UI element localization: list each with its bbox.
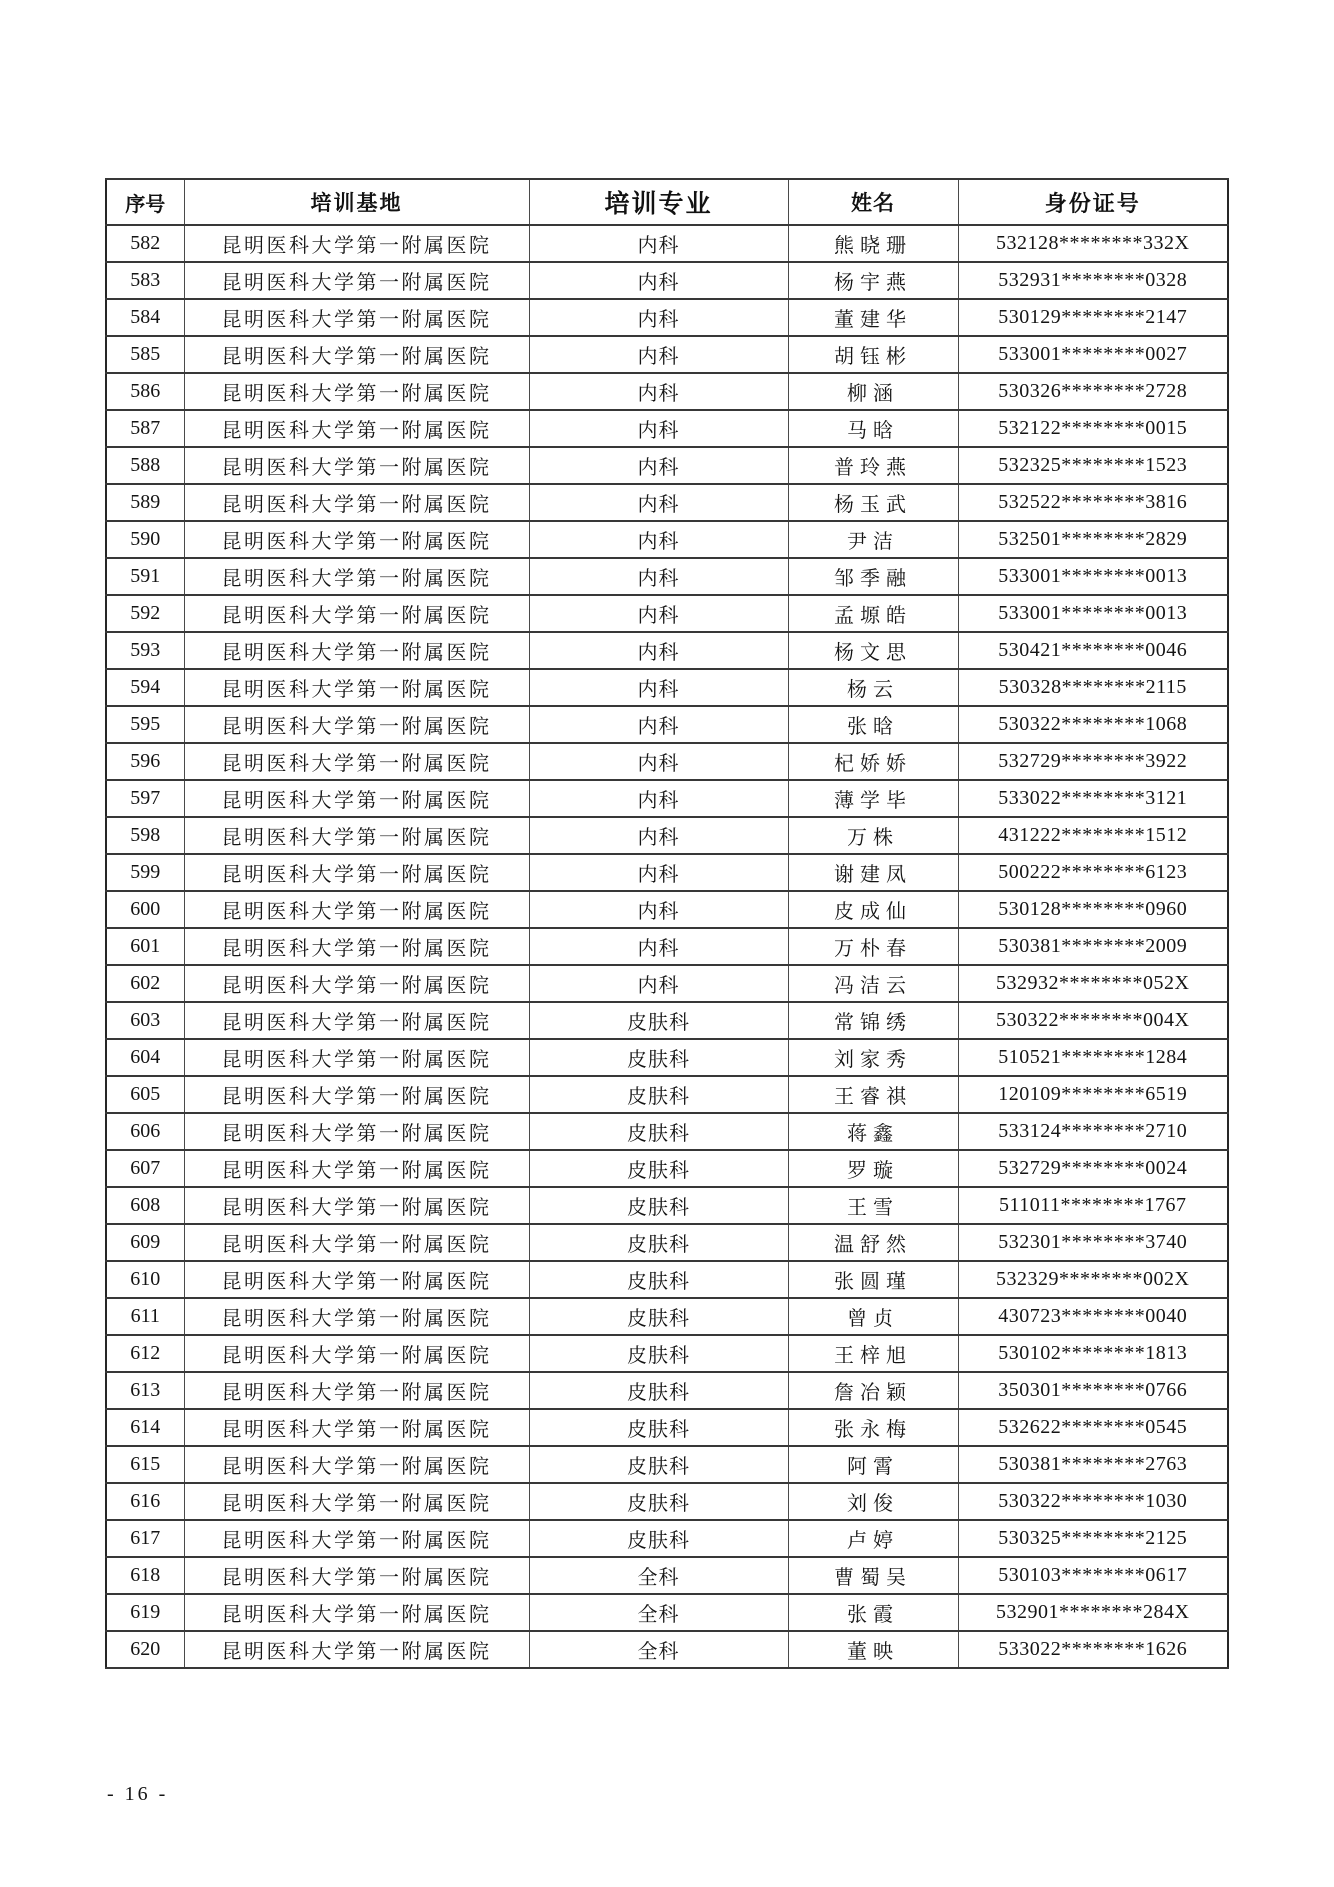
table-row (106, 1298, 1228, 1335)
table-row (106, 558, 1228, 595)
cell-specialty: 内科 (529, 447, 788, 484)
cell-name: 蒋鑫 (788, 1113, 958, 1150)
cell-id: 431222********1512 (958, 817, 1228, 854)
table-row (106, 225, 1228, 262)
cell-base: 昆明医科大学第一附属医院 (184, 1261, 529, 1298)
cell-name: 熊晓珊 (788, 225, 958, 262)
cell-seq: 605 (106, 1076, 184, 1113)
table-row (106, 1631, 1228, 1668)
cell-specialty: 全科 (529, 1594, 788, 1631)
cell-base: 昆明医科大学第一附属医院 (184, 1002, 529, 1039)
cell-seq: 589 (106, 484, 184, 521)
table-row (106, 1520, 1228, 1557)
cell-base: 昆明医科大学第一附属医院 (184, 299, 529, 336)
table-row (106, 1150, 1228, 1187)
table-row (106, 669, 1228, 706)
cell-specialty: 皮肤科 (529, 1409, 788, 1446)
cell-seq: 607 (106, 1150, 184, 1187)
table-row (106, 595, 1228, 632)
cell-id: 530421********0046 (958, 632, 1228, 669)
cell-name: 张霞 (788, 1594, 958, 1631)
cell-seq: 601 (106, 928, 184, 965)
cell-base: 昆明医科大学第一附属医院 (184, 632, 529, 669)
cell-seq: 608 (106, 1187, 184, 1224)
cell-id: 532128********332X (958, 225, 1228, 262)
cell-base: 昆明医科大学第一附属医院 (184, 595, 529, 632)
cell-base: 昆明医科大学第一附属医院 (184, 1409, 529, 1446)
table-row (106, 1113, 1228, 1150)
cell-seq: 597 (106, 780, 184, 817)
cell-specialty: 内科 (529, 262, 788, 299)
cell-name: 刘家秀 (788, 1039, 958, 1076)
cell-specialty: 内科 (529, 928, 788, 965)
cell-name: 柳涵 (788, 373, 958, 410)
cell-specialty: 内科 (529, 595, 788, 632)
cell-id: 530322********004X (958, 1002, 1228, 1039)
cell-base: 昆明医科大学第一附属医院 (184, 1298, 529, 1335)
cell-specialty: 内科 (529, 965, 788, 1002)
cell-seq: 611 (106, 1298, 184, 1335)
cell-id: 500222********6123 (958, 854, 1228, 891)
cell-id: 530102********1813 (958, 1335, 1228, 1372)
cell-id: 530381********2763 (958, 1446, 1228, 1483)
cell-base: 昆明医科大学第一附属医院 (184, 262, 529, 299)
cell-name: 邹季融 (788, 558, 958, 595)
cell-name: 董建华 (788, 299, 958, 336)
column-header-base: 培训基地 (184, 179, 529, 225)
cell-base: 昆明医科大学第一附属医院 (184, 1520, 529, 1557)
cell-id: 350301********0766 (958, 1372, 1228, 1409)
cell-id: 532932********052X (958, 965, 1228, 1002)
cell-base: 昆明医科大学第一附属医院 (184, 706, 529, 743)
cell-base: 昆明医科大学第一附属医院 (184, 1446, 529, 1483)
cell-seq: 596 (106, 743, 184, 780)
cell-specialty: 皮肤科 (529, 1002, 788, 1039)
cell-seq: 617 (106, 1520, 184, 1557)
cell-name: 杨云 (788, 669, 958, 706)
cell-id: 530328********2115 (958, 669, 1228, 706)
cell-base: 昆明医科大学第一附属医院 (184, 1150, 529, 1187)
cell-id: 533022********1626 (958, 1631, 1228, 1668)
cell-id: 530325********2125 (958, 1520, 1228, 1557)
cell-seq: 604 (106, 1039, 184, 1076)
cell-base: 昆明医科大学第一附属医院 (184, 1335, 529, 1372)
table-row (106, 1483, 1228, 1520)
cell-specialty: 内科 (529, 558, 788, 595)
cell-name: 薄学毕 (788, 780, 958, 817)
cell-seq: 582 (106, 225, 184, 262)
table-row (106, 1446, 1228, 1483)
table-row (106, 410, 1228, 447)
column-header-name: 姓名 (788, 179, 958, 225)
cell-name: 冯洁云 (788, 965, 958, 1002)
cell-specialty: 内科 (529, 373, 788, 410)
cell-base: 昆明医科大学第一附属医院 (184, 1557, 529, 1594)
cell-id: 530326********2728 (958, 373, 1228, 410)
cell-specialty: 皮肤科 (529, 1039, 788, 1076)
cell-seq: 618 (106, 1557, 184, 1594)
cell-specialty: 皮肤科 (529, 1372, 788, 1409)
cell-name: 温舒然 (788, 1224, 958, 1261)
cell-id: 530103********0617 (958, 1557, 1228, 1594)
cell-id: 532501********2829 (958, 521, 1228, 558)
cell-name: 曾贞 (788, 1298, 958, 1335)
table-row (106, 262, 1228, 299)
cell-name: 万株 (788, 817, 958, 854)
cell-name: 马晗 (788, 410, 958, 447)
table-row (106, 1076, 1228, 1113)
table-row (106, 447, 1228, 484)
cell-specialty: 皮肤科 (529, 1187, 788, 1224)
cell-id: 510521********1284 (958, 1039, 1228, 1076)
cell-name: 尹洁 (788, 521, 958, 558)
cell-seq: 610 (106, 1261, 184, 1298)
cell-id: 533001********0027 (958, 336, 1228, 373)
table-row (106, 373, 1228, 410)
cell-base: 昆明医科大学第一附属医院 (184, 1224, 529, 1261)
cell-id: 532729********3922 (958, 743, 1228, 780)
column-header-seq: 序号 (106, 179, 184, 225)
cell-seq: 584 (106, 299, 184, 336)
cell-name: 胡钰彬 (788, 336, 958, 373)
cell-seq: 587 (106, 410, 184, 447)
table-row (106, 299, 1228, 336)
table-header-row (106, 179, 1228, 225)
cell-base: 昆明医科大学第一附属医院 (184, 336, 529, 373)
cell-name: 普玲燕 (788, 447, 958, 484)
cell-specialty: 全科 (529, 1631, 788, 1668)
cell-base: 昆明医科大学第一附属医院 (184, 558, 529, 595)
cell-seq: 586 (106, 373, 184, 410)
cell-seq: 613 (106, 1372, 184, 1409)
cell-specialty: 全科 (529, 1557, 788, 1594)
cell-id: 532329********002X (958, 1261, 1228, 1298)
cell-name: 董映 (788, 1631, 958, 1668)
cell-seq: 599 (106, 854, 184, 891)
cell-seq: 609 (106, 1224, 184, 1261)
table-row (106, 743, 1228, 780)
cell-id: 532522********3816 (958, 484, 1228, 521)
cell-id: 530322********1030 (958, 1483, 1228, 1520)
cell-specialty: 内科 (529, 669, 788, 706)
cell-specialty: 皮肤科 (529, 1261, 788, 1298)
table-row (106, 706, 1228, 743)
cell-base: 昆明医科大学第一附属医院 (184, 817, 529, 854)
cell-name: 谢建凤 (788, 854, 958, 891)
table-row (106, 1039, 1228, 1076)
cell-name: 曹蜀吴 (788, 1557, 958, 1594)
cell-specialty: 内科 (529, 743, 788, 780)
cell-seq: 615 (106, 1446, 184, 1483)
cell-seq: 603 (106, 1002, 184, 1039)
cell-specialty: 内科 (529, 780, 788, 817)
cell-base: 昆明医科大学第一附属医院 (184, 1076, 529, 1113)
cell-name: 常锦绣 (788, 1002, 958, 1039)
cell-base: 昆明医科大学第一附属医院 (184, 225, 529, 262)
table-row (106, 1261, 1228, 1298)
cell-name: 阿霄 (788, 1446, 958, 1483)
cell-id: 532301********3740 (958, 1224, 1228, 1261)
table-row (106, 780, 1228, 817)
cell-id: 532325********1523 (958, 447, 1228, 484)
table-row (106, 336, 1228, 373)
cell-base: 昆明医科大学第一附属医院 (184, 1187, 529, 1224)
table-row (106, 632, 1228, 669)
cell-id: 530322********1068 (958, 706, 1228, 743)
cell-id: 120109********6519 (958, 1076, 1228, 1113)
table-row (106, 891, 1228, 928)
column-header-specialty: 培训专业 (529, 179, 788, 225)
cell-id: 532931********0328 (958, 262, 1228, 299)
table-header (106, 179, 1228, 225)
cell-seq: 592 (106, 595, 184, 632)
cell-specialty: 皮肤科 (529, 1520, 788, 1557)
cell-id: 532901********284X (958, 1594, 1228, 1631)
cell-specialty: 内科 (529, 817, 788, 854)
cell-base: 昆明医科大学第一附属医院 (184, 891, 529, 928)
cell-specialty: 皮肤科 (529, 1335, 788, 1372)
cell-name: 刘俊 (788, 1483, 958, 1520)
cell-specialty: 内科 (529, 225, 788, 262)
cell-specialty: 内科 (529, 484, 788, 521)
cell-specialty: 内科 (529, 706, 788, 743)
cell-base: 昆明医科大学第一附属医院 (184, 521, 529, 558)
cell-name: 王睿祺 (788, 1076, 958, 1113)
cell-seq: 594 (106, 669, 184, 706)
cell-name: 张晗 (788, 706, 958, 743)
cell-seq: 600 (106, 891, 184, 928)
cell-specialty: 内科 (529, 336, 788, 373)
cell-id: 530381********2009 (958, 928, 1228, 965)
cell-seq: 606 (106, 1113, 184, 1150)
cell-seq: 590 (106, 521, 184, 558)
table-row (106, 484, 1228, 521)
cell-name: 王雪 (788, 1187, 958, 1224)
cell-base: 昆明医科大学第一附属医院 (184, 1113, 529, 1150)
cell-specialty: 皮肤科 (529, 1150, 788, 1187)
cell-base: 昆明医科大学第一附属医院 (184, 1039, 529, 1076)
cell-seq: 593 (106, 632, 184, 669)
cell-seq: 588 (106, 447, 184, 484)
cell-id: 533001********0013 (958, 595, 1228, 632)
table-row (106, 1372, 1228, 1409)
cell-base: 昆明医科大学第一附属医院 (184, 780, 529, 817)
table-row (106, 1594, 1228, 1631)
cell-name: 张圆瑾 (788, 1261, 958, 1298)
table-body (106, 225, 1228, 1668)
cell-base: 昆明医科大学第一附属医院 (184, 1483, 529, 1520)
table-row (106, 1187, 1228, 1224)
table-row (106, 521, 1228, 558)
cell-id: 532622********0545 (958, 1409, 1228, 1446)
cell-name: 罗璇 (788, 1150, 958, 1187)
cell-seq: 616 (106, 1483, 184, 1520)
cell-name: 卢婷 (788, 1520, 958, 1557)
cell-base: 昆明医科大学第一附属医院 (184, 743, 529, 780)
column-header-id: 身份证号 (958, 179, 1228, 225)
cell-id: 533124********2710 (958, 1113, 1228, 1150)
cell-seq: 598 (106, 817, 184, 854)
cell-base: 昆明医科大学第一附属医院 (184, 669, 529, 706)
cell-seq: 620 (106, 1631, 184, 1668)
table-row (106, 965, 1228, 1002)
table-row (106, 1335, 1228, 1372)
cell-base: 昆明医科大学第一附属医院 (184, 1372, 529, 1409)
table-row (106, 1557, 1228, 1594)
cell-base: 昆明医科大学第一附属医院 (184, 373, 529, 410)
cell-specialty: 皮肤科 (529, 1224, 788, 1261)
cell-id: 530129********2147 (958, 299, 1228, 336)
cell-base: 昆明医科大学第一附属医院 (184, 410, 529, 447)
cell-base: 昆明医科大学第一附属医院 (184, 928, 529, 965)
cell-id: 530128********0960 (958, 891, 1228, 928)
cell-name: 杨玉武 (788, 484, 958, 521)
cell-id: 532729********0024 (958, 1150, 1228, 1187)
cell-specialty: 皮肤科 (529, 1483, 788, 1520)
cell-name: 杨文思 (788, 632, 958, 669)
cell-name: 万朴春 (788, 928, 958, 965)
cell-specialty: 内科 (529, 632, 788, 669)
trainee-roster-table (105, 178, 1229, 1669)
cell-id: 511011********1767 (958, 1187, 1228, 1224)
table-row (106, 1409, 1228, 1446)
cell-specialty: 皮肤科 (529, 1076, 788, 1113)
cell-name: 杞娇娇 (788, 743, 958, 780)
cell-specialty: 内科 (529, 410, 788, 447)
cell-base: 昆明医科大学第一附属医院 (184, 1594, 529, 1631)
cell-name: 皮成仙 (788, 891, 958, 928)
cell-seq: 602 (106, 965, 184, 1002)
cell-name: 张永梅 (788, 1409, 958, 1446)
table-row (106, 1224, 1228, 1261)
table-row (106, 1002, 1228, 1039)
table-row (106, 928, 1228, 965)
cell-base: 昆明医科大学第一附属医院 (184, 447, 529, 484)
table-row (106, 854, 1228, 891)
cell-name: 孟塬皓 (788, 595, 958, 632)
cell-specialty: 内科 (529, 854, 788, 891)
cell-name: 詹冶颖 (788, 1372, 958, 1409)
cell-seq: 595 (106, 706, 184, 743)
cell-base: 昆明医科大学第一附属医院 (184, 854, 529, 891)
cell-name: 杨宇燕 (788, 262, 958, 299)
cell-seq: 614 (106, 1409, 184, 1446)
cell-specialty: 内科 (529, 521, 788, 558)
page-number: - 16 - (107, 1783, 169, 1805)
cell-id: 533001********0013 (958, 558, 1228, 595)
cell-base: 昆明医科大学第一附属医院 (184, 965, 529, 1002)
cell-specialty: 内科 (529, 299, 788, 336)
table-row (106, 817, 1228, 854)
cell-seq: 585 (106, 336, 184, 373)
cell-specialty: 皮肤科 (529, 1446, 788, 1483)
cell-name: 王梓旭 (788, 1335, 958, 1372)
cell-seq: 612 (106, 1335, 184, 1372)
cell-id: 533022********3121 (958, 780, 1228, 817)
cell-specialty: 皮肤科 (529, 1113, 788, 1150)
cell-id: 532122********0015 (958, 410, 1228, 447)
cell-base: 昆明医科大学第一附属医院 (184, 1631, 529, 1668)
cell-seq: 619 (106, 1594, 184, 1631)
cell-base: 昆明医科大学第一附属医院 (184, 484, 529, 521)
cell-specialty: 内科 (529, 891, 788, 928)
cell-id: 430723********0040 (958, 1298, 1228, 1335)
cell-seq: 591 (106, 558, 184, 595)
cell-specialty: 皮肤科 (529, 1298, 788, 1335)
cell-seq: 583 (106, 262, 184, 299)
